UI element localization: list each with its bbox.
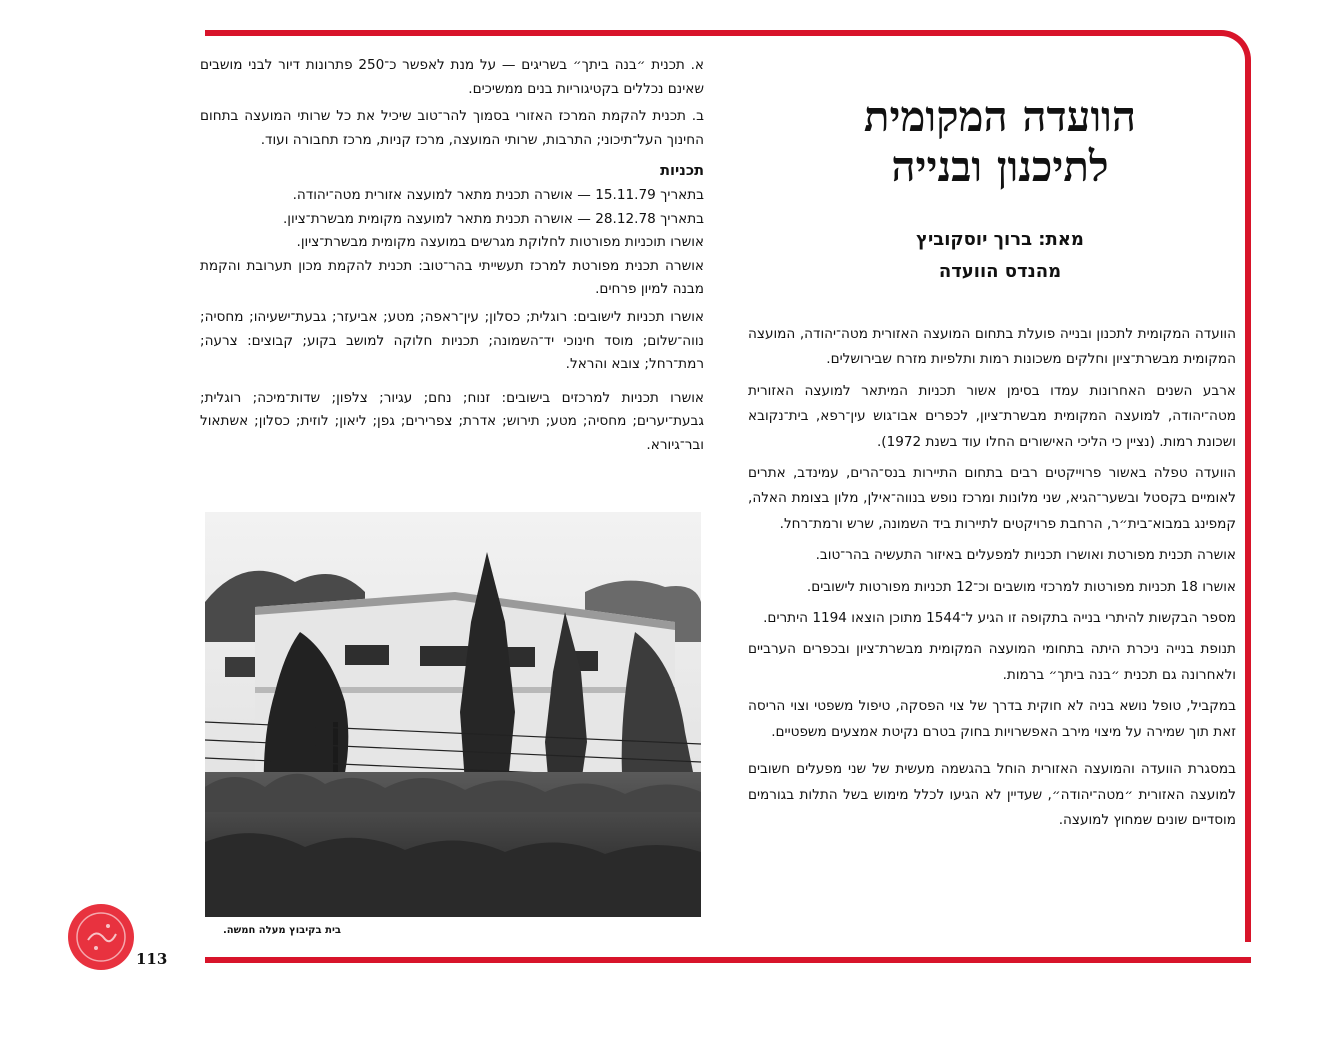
plan-line: בתאריך 28.12.78 — אושרה תכנית מתאר למועצה מקומית מבשרת־ציון. xyxy=(282,210,704,227)
paragraph: במסגרת הוועדה והמועצה האזורית הוחל בהגשמה מעשית של שני מפעלים חשובים למועצה האזורית ״מטה־יהודה״, שעדיין לא הגיעו לכלל מימוש בשל התלות בגורמים מוסדיים שונים שמחוץ למועצה. xyxy=(748,761,1236,828)
paragraph: הוועדה המקומית לתכנון ובנייה פועלת בתחום המועצה האזורית מטה־יהודה, המועצה המקומית מבשרת־ציון וחלקים משכונות רמות ותלפיות מזרח שבירושלים. xyxy=(748,326,1236,368)
paragraph: במקביל, טופל נושא בניה לא חוקית בדרך של צוי הפסקה, טיפול משפטי וצוי הריסה זאת תוך שמירה על מיצוי מירב האפשרויות בחוק בטרם נקיטת אמצעים משפטיים. xyxy=(748,698,1236,740)
byline-author: מאת: ברוך יוסקוביץ xyxy=(916,229,1084,250)
photo-caption: בית בקיבוץ מעלה חמשה. xyxy=(222,925,341,936)
paragraph: אושרו 18 תכניות מפורטות למרכזי מושבים וכ־12 תכניות מפורטות לישובים. xyxy=(806,578,1236,595)
byline-role: מהנדס הוועדה xyxy=(938,261,1062,282)
red-frame-right xyxy=(1245,60,1251,942)
right-text-column xyxy=(748,322,1236,839)
centers-paragraph: אושרו תכניות למרכזים בישובים: זנוח; נחם; עגיור; צלפון; שדות־מיכה; רוגלית; גבעת־יערים; מחסיה; מטע; תירוש; אדרת; צפרירים; גפן; ליאון; לוזית; כסלון; אשתאול ובר־גיורא. xyxy=(200,389,704,453)
plan-line: אושרו תוכניות מפורטות לחלוקת מגרשים במועצה מקומית מבשרת־ציון. xyxy=(296,234,704,251)
kibbutz-house-photo xyxy=(205,512,701,917)
red-frame-bottom xyxy=(205,957,1251,963)
plan-line: בתאריך 15.11.79 — אושרה תכנית מתאר למועצה אזורית מטה־יהודה. xyxy=(292,186,704,203)
byline xyxy=(790,224,1210,288)
paragraph: הוועדה טפלה באשור פרוייקטים רבים בתחום התיירות בנס־הרים, עמינדב, אתרים לאומיים בקסטל ובשער־הגיא, שני מלונות ומרכז נופש בנווה־אילן, מלון בצומת האלה, קמפינג במבוא־בית״ר, הרחבת פרויקטים לתיירות ביד השמונה, שרש ורמת־רחל. xyxy=(748,465,1236,532)
section-subhead: תכניות xyxy=(660,163,704,180)
paragraph: מספר הבקשות להיתרי בנייה בתקופה זו הגיע ל־1544 מתוכן הוצאו 1194 היתרים. xyxy=(763,610,1236,627)
page-number: 113 xyxy=(136,950,168,968)
paragraph: ארבע השנים האחרונות עמדו בסימן אשור תכניות המיתאר למועצה האזורית מטה־יהודה, למועצה המקומית מבשרת־ציון, לכפרים אבו־גוש עין־רפא, בית־נקובא ושכונת רמות. (נציין כי הליכי האישורים החלו עוד בשנת 1972). xyxy=(748,382,1236,450)
list-item: ב. תכנית להקמת המרכז האזורי בסמוך להר־טוב שיכיל את כל שרותי המועצה בתחום החינוך העל־תיכוני; התרבות, שרותי המועצה, מרכז קניות, מרכז תחבורה ועוד. xyxy=(200,108,704,148)
settlements-paragraph: אושרו תכניות לישובים: רוגלית; כסלון; עין־ראפה; מטע; אביעזר; גבעת־ישעיהו; מחסיה; נווה־שלום; מוסד חינוכי יד־השמונה; תכניות חלוקה למושב בקוע; קבוצים: צרעה; רמת־רחל; צובא והראל. xyxy=(200,308,704,373)
title-line-2: לתיכנון ובנייה xyxy=(891,142,1109,191)
article-title xyxy=(790,92,1210,192)
paragraph: אושרה תכנית מפורטת ואושרו תכניות למפעלים באיזור התעשיה בהר־טוב. xyxy=(815,547,1236,564)
paragraph: תנופת בנייה ניכרת היתה בתחומי המועצה המקומית מבשרת־ציון ובכפרים הערביים ולאחרונה גם תכנית ״בנה ביתך״ ברמות. xyxy=(748,641,1236,683)
red-seal-logo xyxy=(66,902,136,972)
title-line-1: הוועדה המקומית xyxy=(863,92,1137,141)
plan-line: אושרה תכנית מפורטת למרכז תעשייתי בהר־טוב: תכנית להקמת מכון תערובת והקמת מבנה למיון פרחים. xyxy=(200,257,704,298)
list-item: א. תכנית ״בנה ביתך״ בשריגים — על מנת לאפשר כ־250 פתרונות דיור לבני מושבים שאינם נכללים בקטיגוריות בנים ממשיכים. xyxy=(200,57,704,97)
left-text-column xyxy=(200,54,704,462)
